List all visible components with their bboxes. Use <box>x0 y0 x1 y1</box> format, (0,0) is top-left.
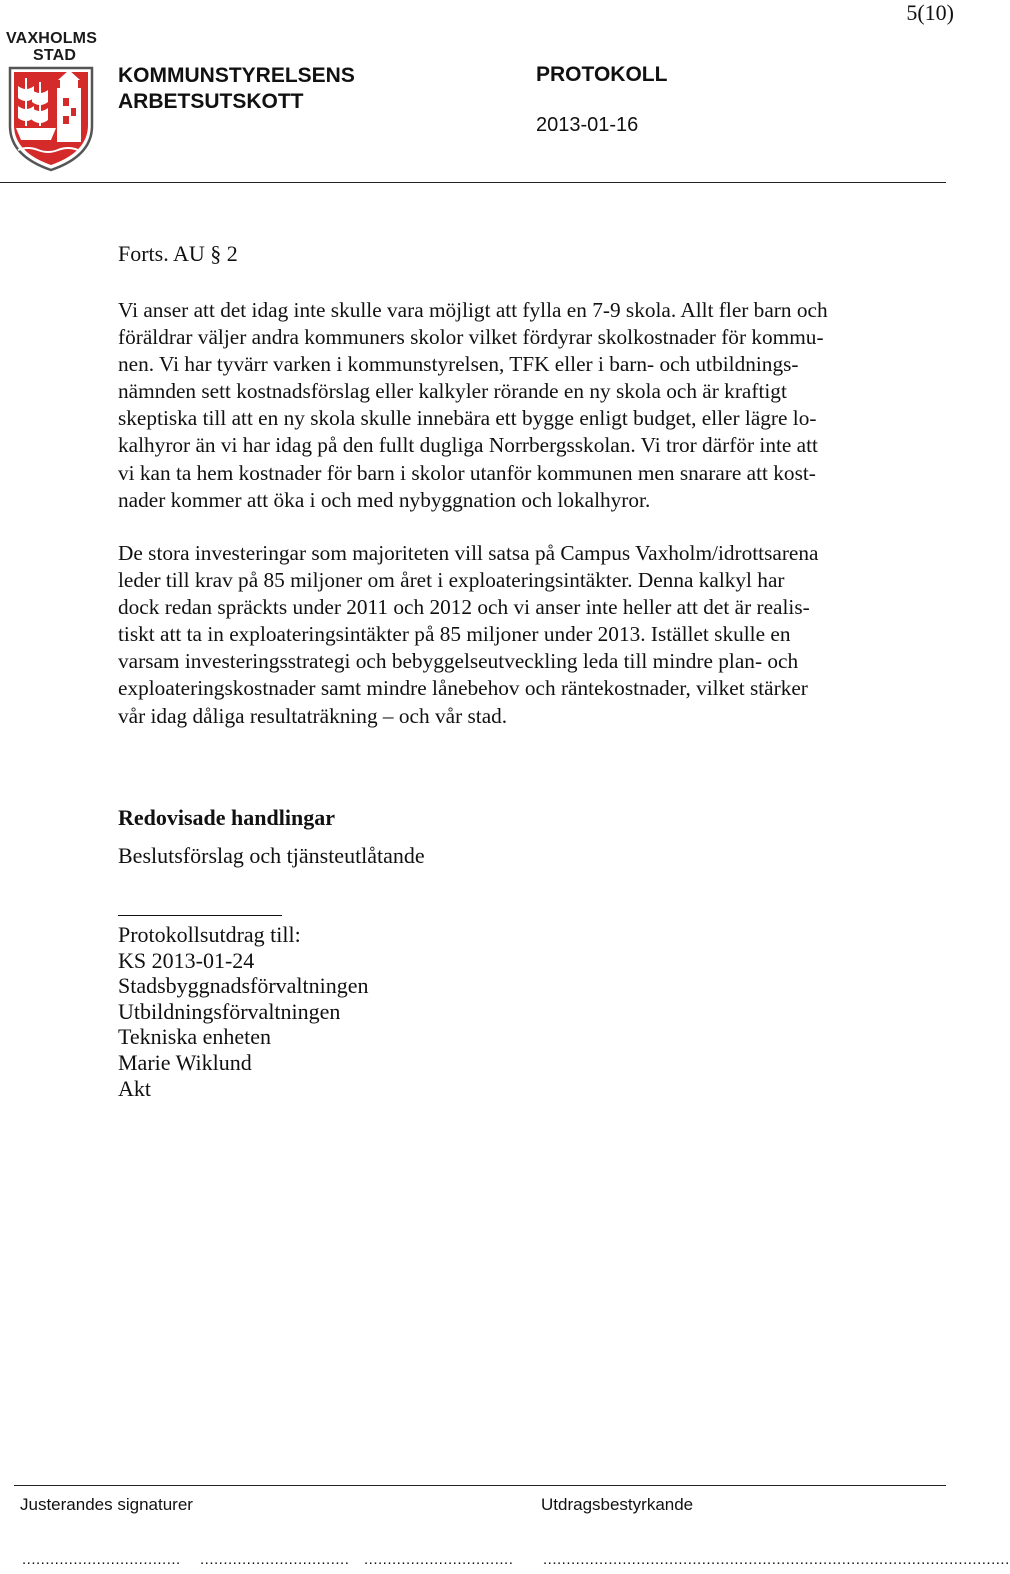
logo-line: STAD <box>33 47 77 64</box>
committee-line: KOMMUNSTYRELSENS <box>118 64 355 87</box>
paragraph-line: tiskt att ta in exploateringsintäkter på 85 miljoner under 2013. Istället skulle en <box>118 622 791 647</box>
paragraph-line: nen. Vi har tyvärr varken i kommunstyrelsen, TFK eller i barn- och utbildnings- <box>118 352 799 377</box>
coat-of-arms-icon <box>6 64 96 172</box>
distribution-recipient: Marie Wiklund <box>118 1049 252 1075</box>
certification-line: .................................................................................................... <box>543 1551 1010 1568</box>
page-number: 5(10) <box>906 0 954 25</box>
distribution-label: Protokollsutdrag till: <box>118 922 301 947</box>
signatures-label: Justerandes signaturer <box>20 1495 193 1514</box>
distribution-recipient: KS 2013-01-24 <box>118 947 255 973</box>
paragraph-line: De stora investeringar som majoriteten vill satsa på Campus Vaxholm/idrottsarena <box>118 541 819 565</box>
municipality-logo-text <box>6 30 97 64</box>
document-date: 2013-01-16 <box>536 114 639 136</box>
paragraph-line: varsam investeringsstrategi och bebyggelseutveckling leda till mindre plan- och <box>118 649 799 674</box>
paragraph-line: vi kan ta hem kostnader för barn i skolor utanför kommunen men snarare att kost- <box>118 460 816 485</box>
distribution-recipient: Utbildningsförvaltningen <box>118 998 341 1024</box>
paragraph-line: nader kommer att öka i och med nybyggnation och lokalhyror. <box>118 487 651 512</box>
paragraph-line: dock redan spräckts under 2011 och 2012 och vi anser inte heller att det är realis- <box>118 595 810 620</box>
distribution-list <box>118 922 369 1101</box>
signature-line: ................................ <box>200 1551 350 1568</box>
paragraph-line: Vi anser att det idag inte skulle vara möjligt att fylla en 7-9 skola. Allt fler barn och <box>118 298 828 322</box>
continuation-heading: Forts. AU § 2 <box>118 241 238 266</box>
paragraph-line: skeptiska till att en ny skola skulle innebära ett bygge enligt budget, eller lägre lo- <box>118 406 817 431</box>
body-paragraph <box>118 540 918 730</box>
distribution-divider <box>118 915 282 916</box>
distribution-recipient: Akt <box>118 1075 151 1101</box>
distribution-recipient: Stadsbyggnadsförvaltningen <box>118 973 369 999</box>
paragraph-line: vår idag dåliga resultaträkning – och vår stad. <box>118 703 508 728</box>
body-paragraph <box>118 297 918 514</box>
paragraph-line: leder till krav på 85 miljoner om året i exploateringsintäkter. Denna kalkyl har <box>118 568 785 593</box>
certification-label: Utdragsbestyrkande <box>541 1495 694 1514</box>
documents-heading: Redovisade handlingar <box>118 805 335 830</box>
logo-line: VAXHOLMS <box>6 30 98 47</box>
committee-line: ARBETSUTSKOTT <box>118 90 304 113</box>
signature-line: ................................ <box>364 1551 514 1568</box>
paragraph-line: föräldrar väljer andra kommuners skolor vilket fördyrar skolkostnader för kommu- <box>118 325 824 350</box>
distribution-recipient: Tekniska enheten <box>118 1024 272 1050</box>
footer-divider <box>14 1485 946 1486</box>
documents-item: Beslutsförslag och tjänsteutlåtande <box>118 843 425 868</box>
header-divider <box>0 182 946 183</box>
paragraph-line: exploateringskostnader samt mindre lånebehov och räntekostnader, vilket stärker <box>118 676 808 701</box>
document-type: PROTOKOLL <box>536 63 668 86</box>
paragraph-line: kalhyror än vi har idag på den fullt dugliga Norrbergsskolan. Vi tror därför inte att <box>118 433 818 458</box>
signature-line: .................................. <box>22 1551 181 1568</box>
paragraph-line: nämnden sett kostnadsförslag eller kalkyler rörande en ny skola och är kraftigt <box>118 379 787 404</box>
committee-name <box>118 63 355 115</box>
